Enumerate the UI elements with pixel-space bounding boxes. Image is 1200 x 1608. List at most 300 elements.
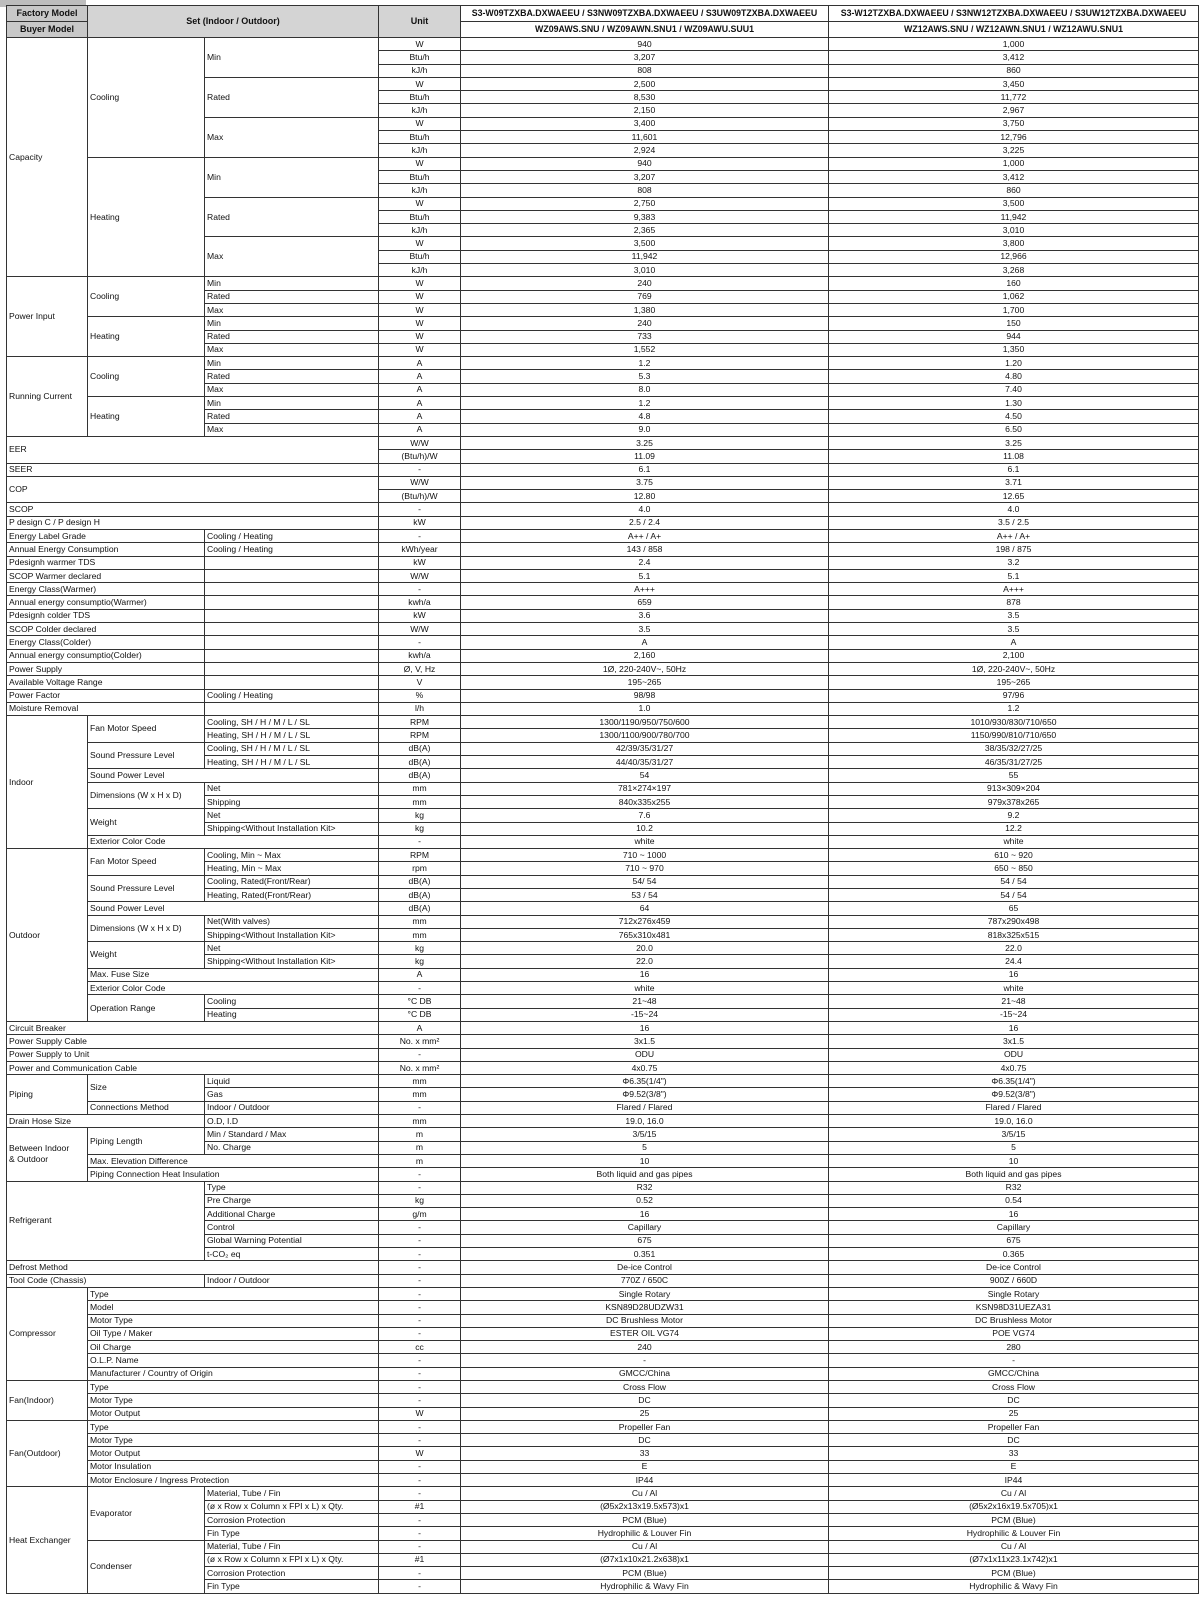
spec-cell — [205, 702, 379, 715]
spec-cell: Φ9.52(3/8") — [461, 1088, 829, 1101]
spec-cell: SCOP Warmer declared — [7, 569, 205, 582]
spec-cell: - — [379, 1460, 461, 1473]
spec-cell: W — [379, 343, 461, 356]
spec-cell: ESTER OIL VG74 — [461, 1327, 829, 1340]
spec-row — [7, 1314, 1199, 1327]
spec-cell: Operation Range — [88, 995, 205, 1022]
spec-cell: W/W — [379, 476, 461, 489]
spec-row — [7, 1420, 1199, 1433]
spec-cell: W — [379, 117, 461, 130]
spec-cell: 3,207 — [461, 51, 829, 64]
spec-cell: - — [461, 1354, 829, 1367]
spec-cell: POE VG74 — [829, 1327, 1199, 1340]
spec-cell: - — [379, 636, 461, 649]
spec-row — [7, 1048, 1199, 1061]
spec-cell: Motor Type — [88, 1314, 379, 1327]
spec-cell: 240 — [461, 277, 829, 290]
spec-cell: W — [379, 303, 461, 316]
spec-cell: DC — [461, 1434, 829, 1447]
spec-row — [7, 915, 1199, 928]
spec-cell — [205, 623, 379, 636]
spec-cell: Hydrophilic & Wavy Fin — [829, 1580, 1199, 1593]
spec-cell: 913×309×204 — [829, 782, 1199, 795]
spec-cell: 11,601 — [461, 131, 829, 144]
spec-cell: De-ice Control — [829, 1261, 1199, 1274]
spec-cell: t-CO₂ eq — [205, 1248, 379, 1261]
spec-cell: 3.75 — [461, 476, 829, 489]
spec-cell: Sound Pressure Level — [88, 742, 205, 769]
spec-cell: 3,412 — [829, 51, 1199, 64]
spec-cell: 1.0 — [461, 702, 829, 715]
spec-cell: Motor Insulation — [88, 1460, 379, 1473]
spec-cell: Btu/h — [379, 250, 461, 263]
spec-cell: 0.365 — [829, 1248, 1199, 1261]
spec-cell: Max — [205, 383, 379, 396]
spec-row — [7, 1380, 1199, 1393]
spec-cell: 2,100 — [829, 649, 1199, 662]
spec-cell: 1.30 — [829, 397, 1199, 410]
spec-row — [7, 397, 1199, 410]
spec-row — [7, 649, 1199, 662]
spec-cell: 12.80 — [461, 490, 829, 503]
spec-cell: Refrigerant — [7, 1181, 205, 1261]
spec-cell — [205, 596, 379, 609]
spec-cell: Hydrophilic & Louver Fin — [461, 1527, 829, 1540]
spec-cell: Φ9.52(3/8") — [829, 1088, 1199, 1101]
spec-cell: g/m — [379, 1208, 461, 1221]
spec-cell: #1 — [379, 1500, 461, 1513]
spec-row — [7, 1540, 1199, 1553]
spec-cell: Liquid — [205, 1075, 379, 1088]
spec-cell: Material, Tube / Fin — [205, 1487, 379, 1500]
spec-cell: Annual energy consumptio(Colder) — [7, 649, 205, 662]
spec-cell: 3.5 / 2.5 — [829, 516, 1199, 529]
spec-cell: Cooling / Heating — [205, 543, 379, 556]
spec-cell: Sound Power Level — [88, 769, 379, 782]
spec-cell: Min — [205, 38, 379, 78]
spec-cell: SCOP — [7, 503, 379, 516]
spec-cell: Oil Type / Maker — [88, 1327, 379, 1340]
spec-cell: GMCC/China — [461, 1367, 829, 1380]
spec-cell: 1,380 — [461, 303, 829, 316]
spec-cell: Pdesignh warmer TDS — [7, 556, 205, 569]
spec-cell: 3x1.5 — [461, 1035, 829, 1048]
spec-cell: Indoor / Outdoor — [205, 1101, 379, 1114]
spec-cell: - — [379, 463, 461, 476]
spec-cell: dB(A) — [379, 875, 461, 888]
spec-cell: Type — [205, 1181, 379, 1194]
spec-cell: 1Ø, 220-240V~, 50Hz — [829, 662, 1199, 675]
spec-cell: rpm — [379, 862, 461, 875]
spec-cell: 860 — [829, 64, 1199, 77]
spec-table-body — [7, 38, 1199, 1594]
spec-cell: 4.0 — [461, 503, 829, 516]
spec-cell: Cooling, Rated(Front/Rear) — [205, 875, 379, 888]
spec-cell: mm — [379, 915, 461, 928]
spec-cell: Hydrophilic & Louver Fin — [829, 1527, 1199, 1540]
spec-cell: mm — [379, 795, 461, 808]
spec-cell: 2.5 / 2.4 — [461, 516, 829, 529]
spec-cell: kg — [379, 822, 461, 835]
spec-cell: Capillary — [829, 1221, 1199, 1234]
spec-cell: kJ/h — [379, 224, 461, 237]
spec-cell: Cooling — [205, 995, 379, 1008]
spec-cell: Fin Type — [205, 1580, 379, 1593]
spec-cell: Dimensions (W x H x D) — [88, 915, 205, 942]
spec-cell: Max — [205, 343, 379, 356]
spec-cell: W/W — [379, 436, 461, 449]
spec-cell: 5 — [829, 1141, 1199, 1154]
spec-cell: 46/35/31/27/25 — [829, 756, 1199, 769]
spec-cell — [205, 556, 379, 569]
spec-cell: COP — [7, 476, 379, 503]
spec-cell: - — [379, 1234, 461, 1247]
spec-cell: Compressor — [7, 1287, 88, 1380]
spec-cell: 25 — [829, 1407, 1199, 1420]
spec-cell: DC Brushless Motor — [829, 1314, 1199, 1327]
spec-cell: DC — [829, 1394, 1199, 1407]
spec-cell: Weight — [88, 942, 205, 969]
factory-model-label: Factory Model — [7, 6, 88, 22]
spec-cell: Rated — [205, 330, 379, 343]
spec-cell: W — [379, 197, 461, 210]
spec-cell: mm — [379, 1088, 461, 1101]
spec-cell: Oil Charge — [88, 1341, 379, 1354]
spec-cell: Max — [205, 237, 379, 277]
spec-cell: 0.52 — [461, 1194, 829, 1207]
spec-row — [7, 1341, 1199, 1354]
spec-cell: Cross Flow — [461, 1380, 829, 1393]
spec-cell: - — [379, 835, 461, 848]
spec-cell: - — [379, 1181, 461, 1194]
spec-cell: 16 — [829, 1208, 1199, 1221]
spec-cell: 4.8 — [461, 410, 829, 423]
spec-cell: Motor Output — [88, 1407, 379, 1420]
spec-cell: 808 — [461, 64, 829, 77]
spec-cell: Ø, V, Hz — [379, 662, 461, 675]
spec-cell: Btu/h — [379, 170, 461, 183]
spec-cell: - — [379, 1327, 461, 1340]
spec-cell: mm — [379, 782, 461, 795]
spec-cell: PCM (Blue) — [461, 1513, 829, 1526]
spec-cell: Net(With valves) — [205, 915, 379, 928]
spec-cell: 19.0, 16.0 — [461, 1115, 829, 1128]
spec-cell: Rated — [205, 77, 379, 117]
spec-cell: 765x310x481 — [461, 928, 829, 941]
spec-cell: 940 — [461, 157, 829, 170]
spec-cell: KSN98D31UEZA31 — [829, 1301, 1199, 1314]
spec-cell: Pdesignh colder TDS — [7, 609, 205, 622]
spec-cell: Fan(Outdoor) — [7, 1420, 88, 1486]
spec-cell: Heating — [88, 397, 205, 437]
spec-cell: - — [379, 529, 461, 542]
spec-cell: 240 — [461, 1341, 829, 1354]
spec-cell: 6.1 — [461, 463, 829, 476]
spec-cell: 54 / 54 — [829, 889, 1199, 902]
spec-row — [7, 875, 1199, 888]
buyer-model-2: WZ12AWS.SNU / WZ12AWN.SNU1 / WZ12AWU.SNU1 — [829, 22, 1199, 38]
spec-cell: KSN89D28UDZW31 — [461, 1301, 829, 1314]
factory-model-1: S3-W09TZXBA.DXWAEEU / S3NW09TZXBA.DXWAEEU / S3UW09TZXBA.DXWAEEU — [461, 6, 829, 22]
spec-cell: dB(A) — [379, 742, 461, 755]
spec-cell: De-ice Control — [461, 1261, 829, 1274]
spec-cell: Power and Communication Cable — [7, 1061, 379, 1074]
spec-cell: 16 — [461, 1208, 829, 1221]
spec-cell: mm — [379, 1075, 461, 1088]
spec-cell: 710 ~ 1000 — [461, 849, 829, 862]
spec-cell: 0.351 — [461, 1248, 829, 1261]
spec-cell: 5 — [461, 1141, 829, 1154]
spec-cell: cc — [379, 1341, 461, 1354]
spec-cell: Control — [205, 1221, 379, 1234]
spec-cell: Fan Motor Speed — [88, 849, 205, 876]
spec-cell: Heating, Rated(Front/Rear) — [205, 889, 379, 902]
spec-cell: 12,966 — [829, 250, 1199, 263]
spec-cell: m — [379, 1128, 461, 1141]
spec-row — [7, 782, 1199, 795]
spec-cell: Hydrophilic & Wavy Fin — [461, 1580, 829, 1593]
spec-row — [7, 662, 1199, 675]
spec-cell: 4.0 — [829, 503, 1199, 516]
spec-cell: kJ/h — [379, 64, 461, 77]
spec-cell: 11,772 — [829, 91, 1199, 104]
spec-cell: Motor Type — [88, 1394, 379, 1407]
spec-cell: W — [379, 77, 461, 90]
spec-cell: 712x276x459 — [461, 915, 829, 928]
spec-cell: 787x290x498 — [829, 915, 1199, 928]
spec-cell: ODU — [829, 1048, 1199, 1061]
spec-row — [7, 609, 1199, 622]
spec-cell: 3,412 — [829, 170, 1199, 183]
spec-cell: Flared / Flared — [829, 1101, 1199, 1114]
spec-cell: 3,800 — [829, 237, 1199, 250]
spec-cell: mm — [379, 1115, 461, 1128]
spec-cell: 3.25 — [829, 436, 1199, 449]
spec-cell: - — [379, 1380, 461, 1393]
spec-cell: SCOP Colder declared — [7, 623, 205, 636]
spec-cell: A — [379, 357, 461, 370]
spec-cell: - — [379, 1301, 461, 1314]
spec-cell: W/W — [379, 569, 461, 582]
spec-cell: Dimensions (W x H x D) — [88, 782, 205, 809]
spec-cell: 3,400 — [461, 117, 829, 130]
spec-cell: R32 — [461, 1181, 829, 1194]
spec-cell: 16 — [461, 968, 829, 981]
spec-row — [7, 1434, 1199, 1447]
spec-cell: 3.5 — [829, 623, 1199, 636]
spec-cell: 1,000 — [829, 38, 1199, 51]
spec-cell: kg — [379, 1194, 461, 1207]
set-label: Set (Indoor / Outdoor) — [88, 6, 379, 38]
spec-table-header — [7, 6, 1199, 38]
spec-cell: kJ/h — [379, 144, 461, 157]
spec-cell: 3x1.5 — [829, 1035, 1199, 1048]
spec-row — [7, 982, 1199, 995]
spec-cell: PCM (Blue) — [829, 1513, 1199, 1526]
spec-cell: A++ / A+ — [829, 529, 1199, 542]
spec-cell: Cooling / Heating — [205, 689, 379, 702]
spec-cell — [205, 676, 379, 689]
spec-cell: white — [461, 835, 829, 848]
spec-cell: Manufacturer / Country of Origin — [88, 1367, 379, 1380]
spec-cell: Indoor — [7, 716, 88, 849]
spec-cell: 53 / 54 — [461, 889, 829, 902]
spec-cell: white — [461, 982, 829, 995]
spec-cell: Evaporator — [88, 1487, 205, 1540]
spec-cell: dB(A) — [379, 756, 461, 769]
spec-cell: 25 — [461, 1407, 829, 1420]
spec-cell: 650 ~ 850 — [829, 862, 1199, 875]
spec-cell: Moisture Removal — [7, 702, 205, 715]
spec-cell: 1,552 — [461, 343, 829, 356]
spec-cell: 3,207 — [461, 170, 829, 183]
spec-cell: 781×274×197 — [461, 782, 829, 795]
spec-cell: Fan Motor Speed — [88, 716, 205, 743]
spec-cell: 610 ~ 920 — [829, 849, 1199, 862]
spec-cell: Propeller Fan — [461, 1420, 829, 1433]
spec-cell: ODU — [461, 1048, 829, 1061]
spec-cell: 1,062 — [829, 290, 1199, 303]
spec-cell: Outdoor — [7, 849, 88, 1022]
spec-cell: 9.2 — [829, 809, 1199, 822]
spec-cell: 55 — [829, 769, 1199, 782]
spec-cell: Motor Output — [88, 1447, 379, 1460]
spec-cell: 659 — [461, 596, 829, 609]
spec-cell: - — [379, 1367, 461, 1380]
spec-cell: Capacity — [7, 38, 88, 277]
factory-model-2: S3-W12TZXBA.DXWAEEU / S3NW12TZXBA.DXWAEEU / S3UW12TZXBA.DXWAEEU — [829, 6, 1199, 22]
spec-cell: 20.0 — [461, 942, 829, 955]
spec-cell: Capillary — [461, 1221, 829, 1234]
spec-cell: Power Supply — [7, 662, 205, 675]
spec-cell: Cross Flow — [829, 1380, 1199, 1393]
spec-cell: 900Z / 660D — [829, 1274, 1199, 1287]
spec-cell: Material, Tube / Fin — [205, 1540, 379, 1553]
spec-cell: -15~24 — [461, 1008, 829, 1021]
spec-cell: 33 — [829, 1447, 1199, 1460]
spec-row — [7, 317, 1199, 330]
spec-row — [7, 902, 1199, 915]
spec-cell: 33 — [461, 1447, 829, 1460]
spec-cell: Annual energy consumptio(Warmer) — [7, 596, 205, 609]
spec-cell: m — [379, 1141, 461, 1154]
spec-cell: RPM — [379, 716, 461, 729]
spec-cell: (Ø7x1x10x21.2x638)x1 — [461, 1553, 829, 1566]
spec-cell: 3,750 — [829, 117, 1199, 130]
spec-cell: - — [379, 1527, 461, 1540]
spec-row — [7, 357, 1199, 370]
spec-cell: Rated — [205, 410, 379, 423]
spec-cell: W — [379, 157, 461, 170]
spec-cell: 2,150 — [461, 104, 829, 117]
spec-cell: Global Warning Potential — [205, 1234, 379, 1247]
spec-cell: Cu / Al — [461, 1487, 829, 1500]
spec-cell: Min — [205, 357, 379, 370]
spec-row — [7, 1021, 1199, 1034]
spec-cell: RPM — [379, 849, 461, 862]
spec-row — [7, 436, 1199, 449]
spec-cell — [205, 662, 379, 675]
spec-cell: 98/98 — [461, 689, 829, 702]
spec-cell: Additional Charge — [205, 1208, 379, 1221]
spec-cell: A — [379, 370, 461, 383]
spec-cell: 3.71 — [829, 476, 1199, 489]
spec-cell: 198 / 875 — [829, 543, 1199, 556]
spec-row — [7, 1035, 1199, 1048]
spec-cell: Cooling — [88, 38, 205, 158]
spec-cell: Min — [205, 157, 379, 197]
spec-cell: Both liquid and gas pipes — [461, 1168, 829, 1181]
spec-row — [7, 769, 1199, 782]
spec-cell: E — [829, 1460, 1199, 1473]
spec-cell: A — [379, 397, 461, 410]
spec-cell: Cooling / Heating — [205, 529, 379, 542]
spec-cell: A — [379, 410, 461, 423]
spec-cell: Available Voltage Range — [7, 676, 205, 689]
spec-cell: Weight — [88, 809, 205, 836]
spec-cell: -15~24 — [829, 1008, 1199, 1021]
spec-cell: Corrosion Protection — [205, 1513, 379, 1526]
spec-cell: Both liquid and gas pipes — [829, 1168, 1199, 1181]
spec-row — [7, 596, 1199, 609]
spec-row — [7, 1367, 1199, 1380]
spec-cell: 1,700 — [829, 303, 1199, 316]
spec-cell: - — [829, 1354, 1199, 1367]
spec-cell: Cooling — [88, 357, 205, 397]
spec-row — [7, 1274, 1199, 1287]
spec-cell: W — [379, 38, 461, 51]
spec-cell: Cooling, Min ~ Max — [205, 849, 379, 862]
spec-cell: mm — [379, 928, 461, 941]
spec-cell: (Ø5x2x13x19.5x573)x1 — [461, 1500, 829, 1513]
spec-row — [7, 1447, 1199, 1460]
spec-cell: - — [379, 1394, 461, 1407]
spec-cell: - — [379, 1420, 461, 1433]
spec-cell: 160 — [829, 277, 1199, 290]
spec-cell: dB(A) — [379, 889, 461, 902]
spec-cell: 1010/930/830/710/650 — [829, 716, 1199, 729]
spec-row — [7, 1474, 1199, 1487]
spec-row — [7, 1394, 1199, 1407]
spec-cell: 769 — [461, 290, 829, 303]
spec-cell: 10 — [461, 1154, 829, 1167]
spec-cell: Running Current — [7, 357, 88, 437]
spec-row — [7, 1061, 1199, 1074]
spec-cell: Rated — [205, 197, 379, 237]
spec-cell: 944 — [829, 330, 1199, 343]
spec-cell: 1300/1190/950/750/600 — [461, 716, 829, 729]
spec-row — [7, 1460, 1199, 1473]
spec-cell: Gas — [205, 1088, 379, 1101]
spec-row — [7, 702, 1199, 715]
spec-cell: - — [379, 1354, 461, 1367]
spec-cell: Min — [205, 317, 379, 330]
spec-cell — [205, 609, 379, 622]
spec-cell: Single Rotary — [461, 1287, 829, 1300]
spec-cell: 979x378x265 — [829, 795, 1199, 808]
spec-cell: PCM (Blue) — [829, 1567, 1199, 1580]
spec-cell — [205, 636, 379, 649]
spec-cell: Heating — [88, 157, 205, 277]
spec-cell: Net — [205, 942, 379, 955]
spec-cell: m — [379, 1154, 461, 1167]
spec-row — [7, 569, 1199, 582]
spec-cell: 1,350 — [829, 343, 1199, 356]
spec-cell: 1Ø, 220-240V~, 50Hz — [461, 662, 829, 675]
spec-cell: 860 — [829, 184, 1199, 197]
spec-cell: (Ø5x2x16x19.5x705)x1 — [829, 1500, 1199, 1513]
spec-cell: Heating, SH / H / M / L / SL — [205, 729, 379, 742]
